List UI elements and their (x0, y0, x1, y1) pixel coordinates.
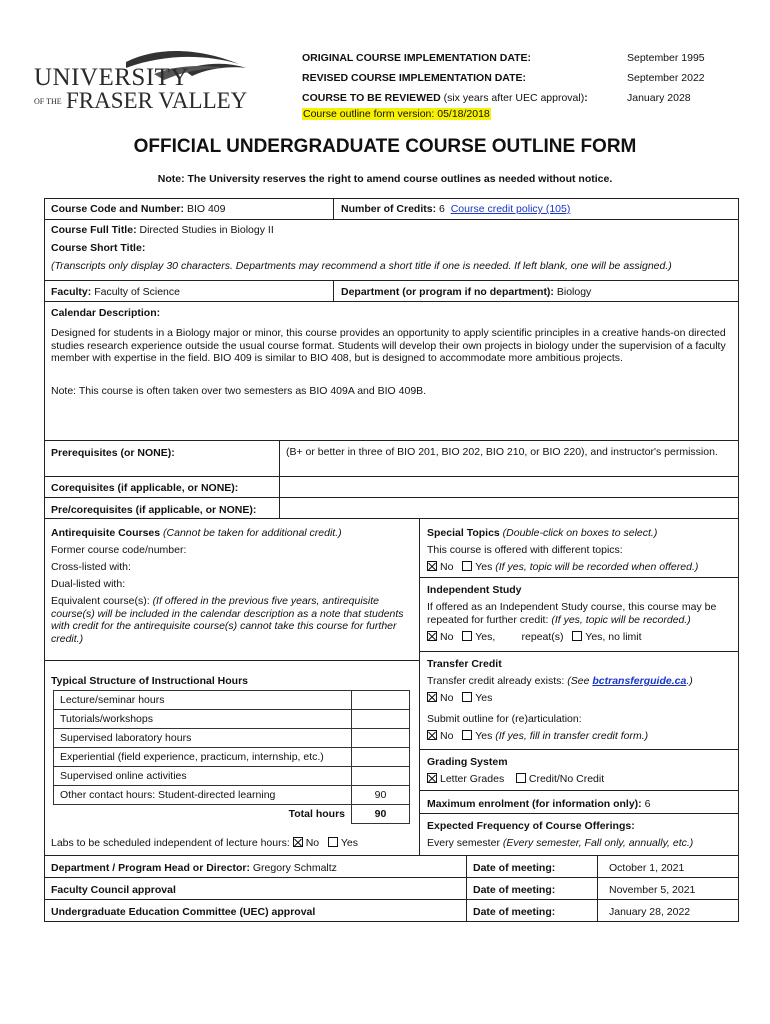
independent-yes-checkbox[interactable] (462, 631, 472, 641)
calendar-text: Designed for students in a Biology major or minor, this course provides an opportunity to apply scientific principles in a creative hands-on directed studies research experience outside the usual course format. Students will develop their own projects in biology under the supervision of a faculty member with expertise in the field. BIO 409 is similar to BIO 408, but is designed to accommodate more ambitious projects. (51, 327, 726, 364)
hours-table (53, 690, 410, 824)
special-heading: Special Topics (Double-click on boxes to select.) (427, 527, 658, 539)
antireq-former: Former course code/number: (51, 544, 187, 556)
antireq-cross: Cross-listed with: (51, 561, 131, 573)
independent-options: No Yes, repeat(s) Yes, no limit (427, 631, 642, 643)
course-short-title: Course Short Title: (51, 242, 146, 254)
hours-row-label: Experiential (field experience, practicum, internship, etc.) (54, 748, 352, 767)
hours-row-value[interactable] (352, 710, 410, 729)
antireq-heading: Antirequisite Courses (Cannot be taken for additional credit.) (51, 527, 342, 539)
hours-total-row (54, 805, 410, 824)
hours-row (54, 729, 410, 748)
hours-row (54, 767, 410, 786)
precoreq-value-cell[interactable] (279, 497, 739, 519)
independent-no-checkbox[interactable] (427, 631, 437, 641)
original-date-value: September 1995 (627, 52, 705, 64)
date2-value: November 5, 2021 (609, 884, 696, 896)
special-no-checkbox[interactable] (427, 561, 437, 571)
submit-yes-checkbox[interactable] (462, 730, 472, 740)
hours-row-value[interactable] (352, 748, 410, 767)
course-code: Course Code and Number: BIO 409 (51, 203, 226, 215)
credit-no-credit-checkbox[interactable] (516, 773, 526, 783)
independent-text: If offered as an Independent Study course, this course may be repeated for further credit: (If yes, topic will be recorded.) (427, 601, 717, 626)
antireq-equivalent: Equivalent course(s): (If offered in the previous five years, antirequisite course(s) will be included in the calendar description as a note that students with credit for the antirequisite course(s) cannot take this course for further credit.) (51, 595, 404, 645)
special-yes-checkbox[interactable] (462, 561, 472, 571)
faculty: Faculty: Faculty of Science (51, 286, 180, 298)
course-full-title: Course Full Title: Directed Studies in Biology II (51, 224, 274, 236)
credits: Number of Credits: 6 Course credit policy (105) (341, 203, 571, 215)
labs-no-checkbox[interactable] (293, 837, 303, 847)
hours-row-value[interactable] (352, 691, 410, 710)
labs-yes-checkbox[interactable] (328, 837, 338, 847)
hours-row-label: Supervised laboratory hours (54, 729, 352, 748)
frequency-heading: Expected Frequency of Course Offerings: (427, 820, 635, 832)
transfer-heading: Transfer Credit (427, 658, 502, 670)
hours-row (54, 710, 410, 729)
calendar-note: Note: This course is often taken over two semesters as BIO 409A and BIO 409B. (51, 385, 427, 397)
program-head: Department / Program Head or Director: Gregory Schmaltz (51, 862, 337, 874)
calendar-cell (44, 301, 739, 441)
transfer-submit: Submit outline for (re)articulation: (427, 713, 582, 725)
revised-date-value: September 2022 (627, 72, 705, 84)
prereq-value: (B+ or better in three of BIO 201, BIO 202, BIO 210, or BIO 220), and instructor's permission. (286, 446, 718, 458)
grading-options: Letter Grades Credit/No Credit (427, 773, 604, 785)
revised-date-label: REVISED COURSE IMPLEMENTATION DATE: (302, 72, 527, 84)
logo-fraser-valley: FRASER VALLEY (66, 88, 248, 113)
prereq-label: Prerequisites (or NONE): (51, 447, 175, 459)
bctransferguide-link[interactable]: bctransferguide.ca (592, 675, 687, 687)
department: Department (or program if no department): Biology (341, 286, 592, 298)
calendar-label: Calendar Description: (51, 307, 161, 319)
special-options: No Yes (If yes, topic will be recorded when offered.) (427, 561, 698, 573)
uec-approval: Undergraduate Education Committee (UEC) approval (51, 906, 316, 918)
date3-label: Date of meeting: (473, 906, 556, 918)
frequency-value: Every semester (Every semester, Fall only, annually, etc.) (427, 837, 694, 849)
labs-question: Labs to be scheduled independent of lecture hours: No Yes (51, 837, 359, 849)
hours-row (54, 691, 410, 710)
letter-grades-checkbox[interactable] (427, 773, 437, 783)
max-enrolment: Maximum enrolment (for information only): 6 (427, 798, 651, 810)
faculty-council: Faculty Council approval (51, 884, 176, 896)
date2-label: Date of meeting: (473, 884, 556, 896)
date1-label: Date of meeting: (473, 862, 556, 874)
review-date-label: COURSE TO BE REVIEWED (six years after UEC approval): (302, 92, 588, 104)
logo-of-the: OF THE (34, 97, 62, 106)
hours-row-value[interactable] (352, 767, 410, 786)
coreq-value-cell[interactable] (279, 476, 739, 498)
transfer-submit-options: No Yes (If yes, fill in transfer credit form.) (427, 730, 648, 742)
submit-no-checkbox[interactable] (427, 730, 437, 740)
page-title: OFFICIAL UNDERGRADUATE COURSE OUTLINE FORM (133, 136, 637, 157)
transfer-options: No Yes (427, 692, 492, 704)
special-text: This course is offered with different topics: (427, 544, 623, 556)
hours-row (54, 786, 410, 805)
date1-value: October 1, 2021 (609, 862, 685, 874)
logo-university: UNIVERSITY (34, 64, 189, 91)
review-date-value: January 2028 (627, 92, 691, 104)
transfer-yes-checkbox[interactable] (462, 692, 472, 702)
independent-heading: Independent Study (427, 584, 522, 596)
hours-total-label: Total hours (54, 805, 352, 824)
hours-heading: Typical Structure of Instructional Hours (51, 675, 248, 687)
ufv-logo (34, 44, 250, 124)
antireq-dual: Dual-listed with: (51, 578, 126, 590)
hours-row-value[interactable]: 90 (352, 786, 410, 805)
independent-no-limit-checkbox[interactable] (572, 631, 582, 641)
transfer-exists: Transfer credit already exists: (See bctransferguide.ca.) (427, 675, 693, 687)
form-version: Course outline form version: 05/18/2018 (303, 108, 490, 120)
page-note: Note: The University reserves the right to amend course outlines as needed without notice. (157, 173, 613, 185)
hours-row-label: Other contact hours: Student-directed learning (54, 786, 352, 805)
hours-row-label: Tutorials/workshops (54, 710, 352, 729)
original-date-label: ORIGINAL COURSE IMPLEMENTATION DATE: (302, 52, 532, 64)
short-title-note: (Transcripts only display 30 characters. Departments may recommend a short title if one is needed. If left blank, one will be assigned.) (51, 260, 672, 272)
grading-heading: Grading System (427, 756, 508, 768)
precoreq-label: Pre/corequisites (if applicable, or NONE): (51, 504, 257, 516)
hours-total-value: 90 (352, 805, 410, 824)
hours-row (54, 748, 410, 767)
hours-row-label: Lecture/seminar hours (54, 691, 352, 710)
hours-row-label: Supervised online activities (54, 767, 352, 786)
credit-policy-link[interactable]: Course credit policy (105) (450, 203, 571, 215)
coreq-label: Corequisites (if applicable, or NONE): (51, 482, 239, 494)
hours-row-value[interactable] (352, 729, 410, 748)
date3-value: January 28, 2022 (609, 906, 691, 918)
vertical-divider (419, 518, 420, 856)
transfer-no-checkbox[interactable] (427, 692, 437, 702)
